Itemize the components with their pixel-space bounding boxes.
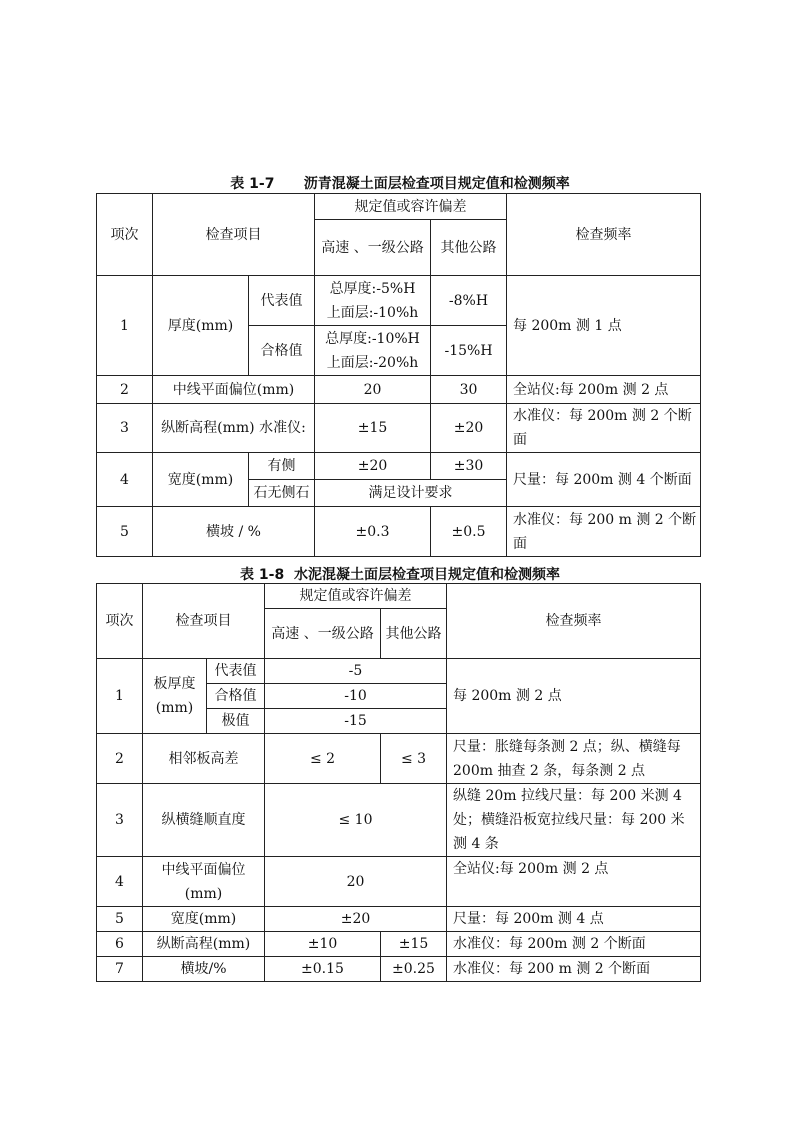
row-other-value: 30 (431, 376, 507, 404)
table-row (97, 659, 701, 684)
header-no: 项次 (97, 194, 153, 276)
row-item: 厚度(mm) (153, 276, 249, 376)
row-no: 1 (97, 659, 143, 734)
header-spec: 规定值或容许偏差 (265, 584, 447, 609)
row-no: 5 (97, 507, 153, 557)
row-highway-value: ±20 (315, 453, 431, 480)
row-highway-value (315, 326, 431, 376)
header-item: 检查项目 (153, 194, 315, 276)
row-no: 2 (97, 376, 153, 404)
row-subitem: 代表值 (249, 276, 315, 326)
row-frequency: 全站仪:每 200m 测 2 点 (507, 376, 701, 404)
row-frequency: 尺量：胀缝每条测 2 点；纵、横缝每 200m 抽查 2 条，每条测 2 点 (447, 734, 701, 784)
row-other-value: ±30 (431, 453, 507, 480)
row-highway-value: ±10 (265, 932, 381, 957)
row-subitem: 有侧 (249, 453, 315, 480)
row-subitem: 合格值 (207, 684, 265, 709)
row-highway-value: ≤ 2 (265, 734, 381, 784)
row-item: 横坡/% (143, 957, 265, 982)
row-no: 4 (97, 857, 143, 907)
row-frequency: 尺量：每 200m 测 4 点 (447, 907, 701, 932)
row-item: 纵断高程(mm) 水准仪: (153, 404, 315, 453)
value-line: 上面层:-20%h (326, 354, 419, 371)
table2-caption: 表 1-8 水泥混凝土面层检查项目规定值和检测频率 (240, 567, 560, 583)
row-other-value: ±0.25 (381, 957, 447, 982)
row-no: 3 (97, 784, 143, 857)
row-no: 7 (97, 957, 143, 982)
table-row (97, 784, 701, 857)
row-frequency: 每 200m 测 1 点 (507, 276, 701, 376)
row-frequency: 水准仪：每 200m 测 2 个断面 (507, 404, 701, 453)
row-spec-value: 满足设计要求 (315, 480, 507, 507)
value-line: 上面层:-10%h (326, 304, 419, 321)
row-subitem: 极值 (207, 709, 265, 734)
header-highway: 高速 、一级公路 (315, 220, 431, 276)
table-row (97, 276, 701, 326)
table-row (97, 376, 701, 404)
header-frequency: 检查频率 (507, 194, 701, 276)
row-no: 3 (97, 404, 153, 453)
value-line: 总厚度:-10%H (325, 330, 420, 347)
row-no: 5 (97, 907, 143, 932)
row-spec-value: 20 (265, 857, 447, 907)
row-highway-value: ±0.3 (315, 507, 431, 557)
row-frequency: 水准仪：每 200 m 测 2 个断面 (507, 507, 701, 557)
row-spec-value: ≤ 10 (265, 784, 447, 857)
row-item: 宽度(mm) (143, 907, 265, 932)
row-item: 中线平面偏位(mm) (143, 857, 265, 907)
table-row (97, 857, 701, 907)
table-row (97, 734, 701, 784)
header-spec: 规定值或容许偏差 (315, 194, 507, 220)
header-frequency: 检查频率 (447, 584, 701, 659)
row-subitem: 代表值 (207, 659, 265, 684)
row-spec-value: ±20 (265, 907, 447, 932)
row-highway-value (315, 276, 431, 326)
table-row (97, 957, 701, 982)
cement-inspection-table (96, 583, 701, 982)
header-item: 检查项目 (143, 584, 265, 659)
row-highway-value: ±0.15 (265, 957, 381, 982)
row-no: 6 (97, 932, 143, 957)
row-frequency: 尺量：每 200m 测 4 个断面 (507, 453, 701, 507)
table-row (97, 453, 701, 480)
row-highway-value: ±15 (315, 404, 431, 453)
row-frequency: 水准仪：每 200m 测 2 个断面 (447, 932, 701, 957)
table-row (97, 404, 701, 453)
row-subitem: 合格值 (249, 326, 315, 376)
header-other-road: 其他公路 (381, 609, 447, 659)
row-frequency: 每 200m 测 2 点 (447, 659, 701, 734)
row-no: 4 (97, 453, 153, 507)
row-item: 中线平面偏位(mm) (153, 376, 315, 404)
table-row (97, 907, 701, 932)
header-other-road: 其他公路 (431, 220, 507, 276)
row-other-value: -8%H (431, 276, 507, 326)
row-other-value: ≤ 3 (381, 734, 447, 784)
row-spec-value: -5 (265, 659, 447, 684)
header-no: 项次 (97, 584, 143, 659)
table-row (97, 932, 701, 957)
table1-caption: 表 1-7 沥青混凝土面层检查项目规定值和检测频率 (230, 176, 570, 192)
row-spec-value: -15 (265, 709, 447, 734)
table-row (97, 507, 701, 557)
row-item: 相邻板高差 (143, 734, 265, 784)
row-other-value: ±15 (381, 932, 447, 957)
row-no: 2 (97, 734, 143, 784)
row-item: 宽度(mm) (153, 453, 249, 507)
value-line: 总厚度:-5%H (329, 280, 416, 297)
row-frequency: 纵缝 20m 拉线尺量：每 200 米测 4 处；横缝沿板宽拉线尺量：每 200 米测 4 条 (447, 784, 701, 857)
row-frequency: 全站仪:每 200m 测 2 点 (447, 857, 701, 907)
row-item: 板厚度(mm) (143, 659, 207, 734)
row-subitem: 石无侧石 (249, 480, 315, 507)
row-spec-value: -10 (265, 684, 447, 709)
header-highway: 高速 、一级公路 (265, 609, 381, 659)
row-item: 纵断高程(mm) (143, 932, 265, 957)
row-frequency: 水准仪：每 200 m 测 2 个断面 (447, 957, 701, 982)
asphalt-inspection-table (96, 193, 701, 557)
row-highway-value: 20 (315, 376, 431, 404)
row-item: 纵横缝顺直度 (143, 784, 265, 857)
row-item: 横坡 / % (153, 507, 315, 557)
row-other-value: ±0.5 (431, 507, 507, 557)
row-other-value: -15%H (431, 326, 507, 376)
row-no: 1 (97, 276, 153, 376)
row-other-value: ±20 (431, 404, 507, 453)
